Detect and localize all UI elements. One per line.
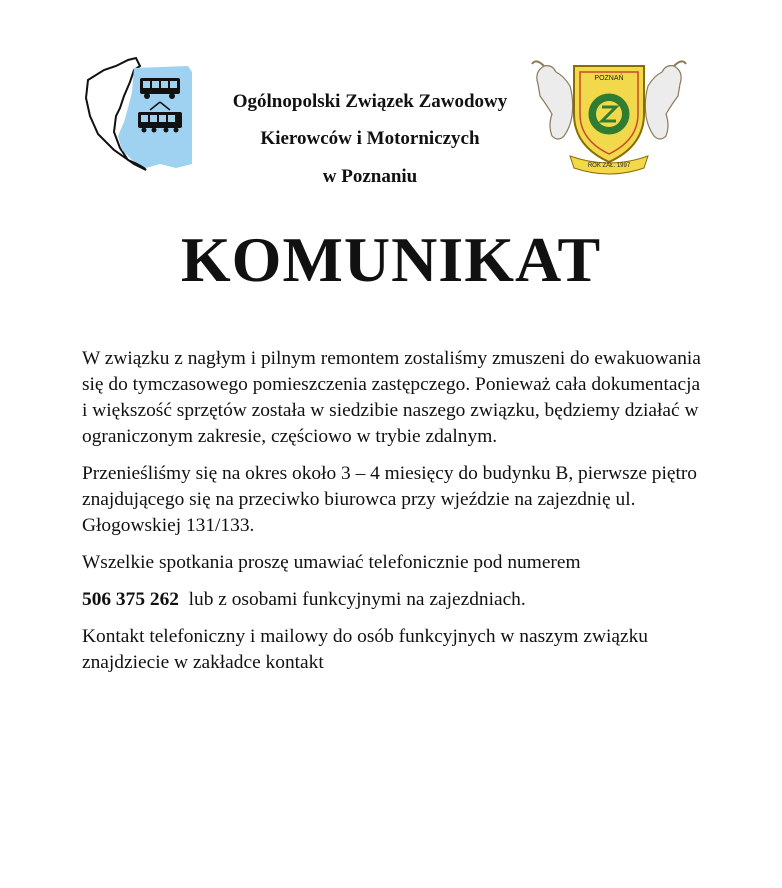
announcement-body (82, 346, 702, 687)
crest-top-text: POZNAŃ (594, 75, 624, 82)
phone-number: 506 375 262 (82, 589, 179, 610)
paragraph-phone (82, 587, 702, 613)
paragraph-appointments: Wszelkie spotkania proszę umawiać telefonicznie pod numerem (82, 552, 581, 573)
poland-map-bus-tram-icon (84, 56, 196, 172)
union-logo-left (84, 56, 196, 172)
union-logo-right (530, 56, 688, 180)
page-title: KOMUNIKAT (180, 224, 602, 295)
paragraph-contact: Kontakt telefoniczny i mailowy do osób funkcyjnych w naszym związku znajdziecie w zakładce kontakt (82, 626, 648, 673)
org-name-line-2: Kierowców i Motorniczych (260, 128, 480, 149)
phone-rest-text: lub z osobami funkcyjnymi na zajezdniach. (188, 589, 526, 610)
crest-bottom-text: ROK ZAŁ. 1997 (587, 163, 631, 169)
org-name-line-3: w Poznaniu (322, 166, 418, 187)
paragraph-renovation: W związku z nagłym i pilnym remontem zostaliśmy zmuszeni do ewakuowania się do tymczasowego pomieszczenia zastępczego. Ponieważ cała dokumentacja i większość sprzętów została w siedzibie naszego związku, będziemy działać w ograniczonym zakresie, częściowo w trybie zdalnym. (82, 348, 701, 447)
paragraph-relocation: Przenieśliśmy się na okres około 3 – 4 miesięcy do budynku B, pierwsze piętro znajdującego się na przeciwko biurowca przy wjeździe na zajezdnię ul. Głogowskiej 131/133. (82, 463, 697, 536)
org-name-line-1: Ogólnopolski Związek Zawodowy (232, 91, 508, 112)
poznan-goats-crest-icon (530, 56, 688, 180)
